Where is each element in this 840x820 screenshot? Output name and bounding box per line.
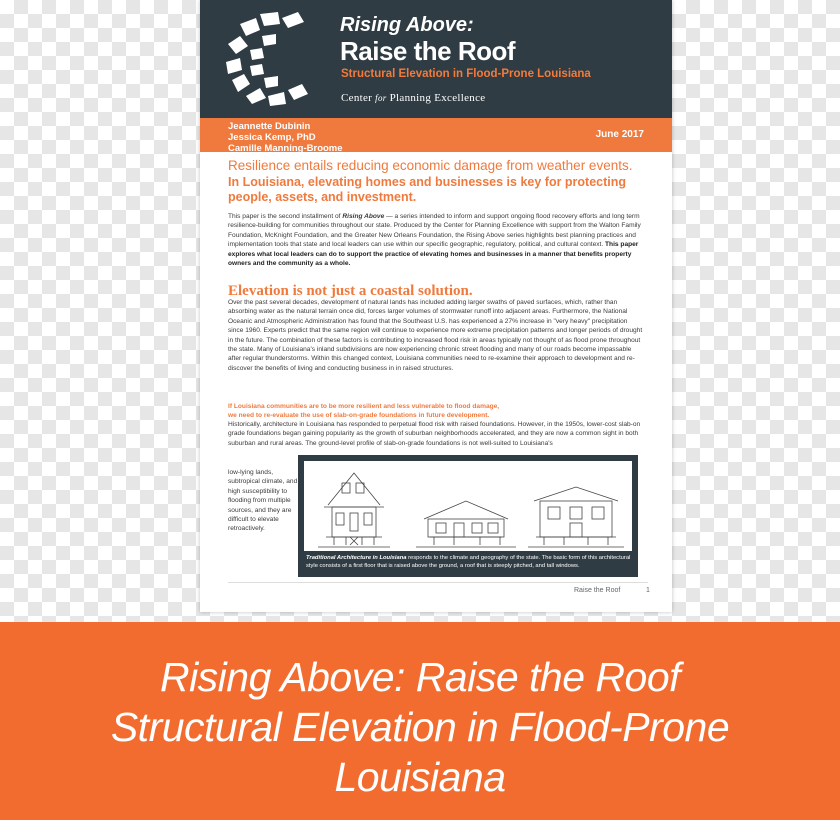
org-suffix: Planning Excellence	[386, 92, 486, 104]
callout-text	[228, 402, 644, 421]
figure-caption	[306, 554, 632, 570]
banner-title	[0, 652, 840, 802]
caption-text: responds to the climate and geography of the state. The basic form of this architectural style consists of a first floor that is raised above the ground, a roof that is steeply pitched, and tall windows.	[306, 555, 631, 570]
org-for: for	[375, 93, 387, 103]
authors-band	[200, 118, 672, 152]
lead-statement: Resilience entails reducing economic damage from weather events.	[228, 158, 633, 173]
series-title: Rising Above:	[340, 14, 474, 36]
intro-text-a: This paper is the second installment of	[228, 213, 343, 220]
callout-line: we need to re-evaluate the use of slab-on-grade foundations in future development.	[228, 412, 490, 420]
author-list	[228, 121, 343, 154]
intro-text-b: — a series intended to inform and support ongoing flood recovery efforts and long term resilience-building for communities throughout our state. Produced by the Center for Planning Excellence with support from the Walton Family Foundation, McKnight Foundation, and the Greater New Orleans Foundation, the Rising Above series highlights best planning practices and implementation tools that state and local leaders can use within our specific geographic, regulatory, political, and cultural context.	[228, 213, 641, 249]
document-title: Raise the Roof	[340, 36, 516, 66]
publication-date: June 2017	[595, 129, 644, 140]
footer-label: Raise the Roof	[574, 587, 621, 594]
author: Jessica Kemp, PhD	[228, 132, 316, 143]
author: Jeannette Dubinin	[228, 121, 311, 132]
history-paragraph-continued: low-lying lands, subtropical climate, and high susceptibility to flooding from multiple sources, and they are difficult to elevate retroactively.	[228, 469, 298, 533]
author: Camille Manning-Broome	[228, 143, 343, 154]
caption-bold: Traditional Architecture in Louisiana	[306, 555, 407, 561]
intro-paragraph	[228, 212, 644, 268]
page-number: 1	[646, 587, 650, 594]
organization-name	[341, 92, 485, 104]
footer-divider	[228, 582, 648, 583]
banner-line: Structural Elevation in Flood-Prone	[110, 704, 730, 750]
intro-bold-text: This paper explores what local leaders can do to support the practice of elevating homes and businesses in a manner that benefits property owners and the community as a whole.	[228, 241, 639, 268]
header-band	[200, 0, 672, 118]
org-prefix: Center	[341, 92, 376, 104]
lead-bold-statement: In Louisiana, elevating homes and businesses is key for protecting people, assets, and investment.	[228, 175, 627, 204]
document-page	[200, 0, 672, 612]
intro-series-name: Rising Above	[342, 213, 385, 220]
callout-line: If Louisiana communities are to be more resilient and less vulnerable to flood damage,	[228, 403, 500, 410]
section-heading: Elevation is not just a coastal solution.	[228, 283, 473, 299]
title-banner	[0, 622, 840, 820]
history-paragraph: Historically, architecture in Louisiana has responded to perpetual flood risk with raised foundations. However, in the 1950s, lower-cost slab-on grade foundations began gaining popularity as the growth of suburban neighborhoods accelerated, and they are now a common sight in both suburban and rural areas. The ground-level profile of slab-on-grade foundations is not well-suited to Louisiana's	[228, 421, 641, 447]
section-paragraph: Over the past several decades, development of natural lands has included adding larger swaths of paved surfaces, which, rather than absorbing water as the natural terrain once did, forces larger volumes of stormwater runoff into adjacent areas. Furthermore, the National Oceanic and Atmospheric Administration has found that the Southeast U.S. has experienced a 27% increase in "very heavy" precipitation since 1960. Experts predict that the same region will continue to experience more extreme precipitation patterns and longer periods of drought in the future. The combination of these factors is contributing to increased flood risk in areas typically not thought of as flood prone throughout the state. Many of Louisiana's inland subdivisions are now experiencing chronic street flooding and many of our roads become impassable after regular thunderstorms. Within this changed context, Louisiana communities need to re-examine their approach to development and re-discover the benefits of living and conducting business in in raised structures.	[228, 299, 643, 372]
cpex-c-logo-icon	[224, 10, 308, 106]
figure-box	[298, 455, 638, 577]
document-subtitle: Structural Elevation in Flood-Prone Louisiana	[341, 68, 591, 80]
figure-image	[304, 461, 632, 551]
raised-houses-illustration	[304, 461, 632, 551]
banner-line: Louisiana	[334, 754, 506, 800]
banner-line: Rising Above: Raise the Roof	[159, 654, 681, 700]
